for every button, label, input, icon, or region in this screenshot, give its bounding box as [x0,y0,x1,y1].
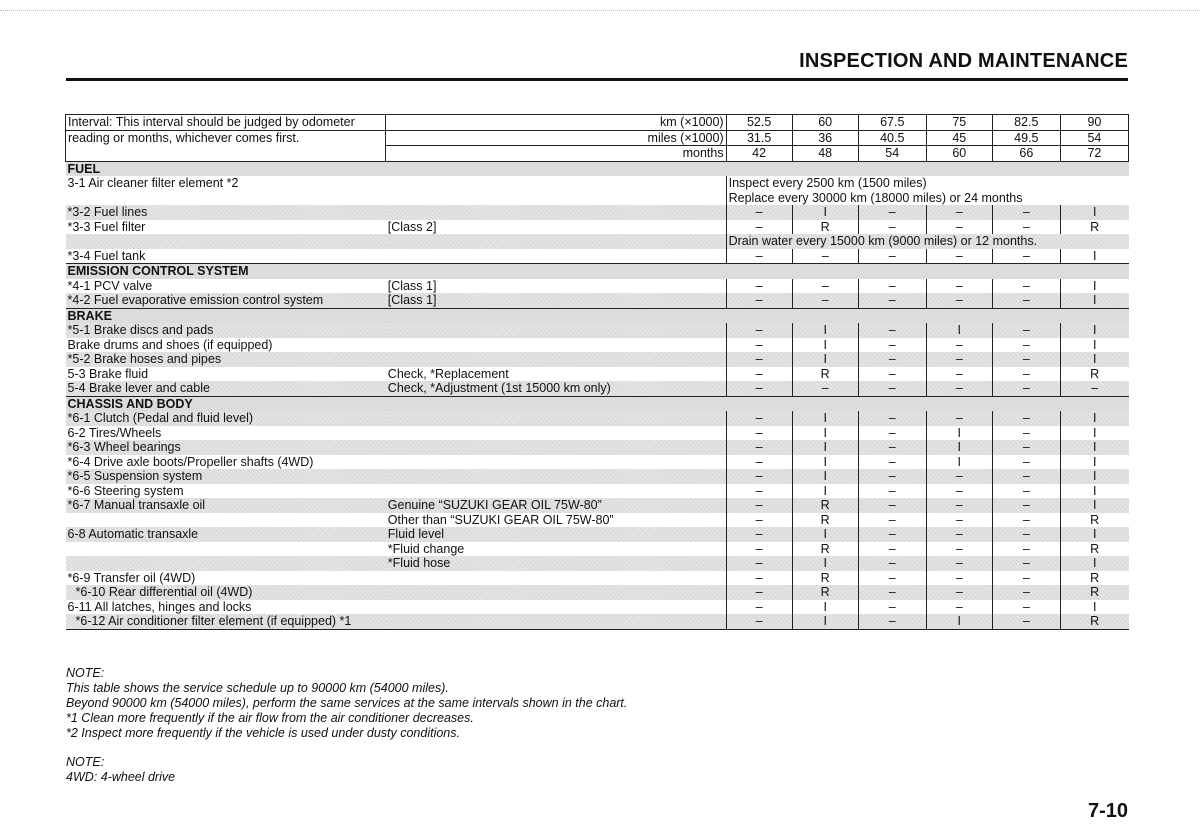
value-cell: I [792,527,858,542]
table-row [66,191,1129,206]
value-cell: I [1060,556,1128,571]
value-cell: – [726,381,792,396]
months-cell: 42 [726,146,792,162]
value-cell: – [858,600,926,615]
value-cell: – [992,600,1060,615]
value-cell: – [926,513,992,528]
value-cell: – [992,381,1060,396]
table-row [66,381,1129,396]
km-cell: 52.5 [726,115,792,131]
value-cell: – [858,585,926,600]
section-row [66,264,1129,279]
miles-cell: 45 [926,130,992,146]
value-cell: R [1060,367,1128,382]
value-cell: R [792,513,858,528]
value-cell: – [726,440,792,455]
value-cell: – [858,249,926,264]
item-label: *5-1 Brake discs and pads [66,323,386,338]
value-cell: – [992,484,1060,499]
value-cell: – [726,469,792,484]
value-cell: I [792,614,858,629]
table-row [66,249,1129,264]
notes-block [66,666,627,785]
condition: Check, *Adjustment (1st 15000 km only) [386,381,726,396]
value-cell: – [926,469,992,484]
value-cell: – [992,440,1060,455]
value-cell: I [1060,205,1128,220]
value-cell: I [792,323,858,338]
condition [386,440,726,455]
value-cell: I [1060,323,1128,338]
item-label: *6-1 Clutch (Pedal and fluid level) [66,411,386,426]
item-note: Inspect every 2500 km (1500 miles) [726,176,1128,191]
value-cell: – [992,571,1060,586]
section-chassis: CHASSIS AND BODY [66,396,1129,411]
value-cell: I [1060,426,1128,441]
value-cell: – [992,352,1060,367]
table-row [66,614,1129,629]
header-row-months [66,146,1129,162]
condition [386,205,726,220]
item-label [66,542,386,557]
item-label: *6-9 Transfer oil (4WD) [67,570,196,585]
condition [386,323,726,338]
item-label: *6-7 Manual transaxle oil [66,498,386,513]
value-cell: – [992,279,1060,294]
table-row [66,352,1129,367]
months-label: months [386,146,726,162]
condition [386,455,726,470]
section-row [66,161,1129,176]
value-cell: – [726,205,792,220]
value-cell: R [1060,220,1128,235]
value-cell: I [792,469,858,484]
value-cell: – [726,338,792,353]
miles-cell: 31.5 [726,130,792,146]
condition: *Fluid change [387,541,465,556]
value-cell: – [792,381,858,396]
value-cell: – [858,469,926,484]
value-cell: – [726,498,792,513]
value-cell: R [1060,585,1128,600]
value-cell: I [1060,411,1128,426]
value-cell: I [792,352,858,367]
value-cell: I [1060,600,1128,615]
item-label: *6-6 Steering system [67,483,184,498]
table-row [66,440,1129,455]
value-cell: – [726,614,792,629]
value-cell: R [1060,614,1128,629]
value-cell: – [726,293,792,308]
value-cell: – [992,513,1060,528]
miles-cell: 49.5 [992,130,1060,146]
value-cell: I [1060,469,1128,484]
table-row [66,367,1129,382]
value-cell: – [726,600,792,615]
item-label: *4-2 Fuel evaporative emission control system [66,293,386,308]
table-row [66,455,1129,470]
condition [386,249,726,264]
condition [386,469,726,484]
table-row [66,600,1129,615]
item-note: Replace every 30000 km (18000 miles) or 24 months [726,191,1128,206]
table-row [66,498,1129,513]
value-cell: I [926,440,992,455]
value-cell: – [792,293,858,308]
value-cell: – [926,381,992,396]
value-cell: – [858,411,926,426]
value-cell: R [792,585,858,600]
value-cell: – [926,571,992,586]
value-cell: R [792,498,858,513]
value-cell: – [858,367,926,382]
item-label [66,556,386,571]
table-row [66,527,1129,542]
months-cell: 72 [1060,146,1128,162]
condition: Genuine “SUZUKI GEAR OIL 75W-80” [386,498,726,513]
miles-cell: 40.5 [858,130,926,146]
value-cell: – [926,585,992,600]
condition [386,571,726,586]
value-cell: – [926,338,992,353]
value-cell: – [726,455,792,470]
months-cell: 54 [858,146,926,162]
interval-text: reading or months, whichever comes first. [66,130,386,146]
value-cell: – [992,585,1060,600]
item-label: 3-1 Air cleaner filter element *2 [67,176,239,190]
miles-label: miles (×1000) [386,130,726,146]
condition: Fluid level [386,527,726,542]
value-cell: R [1060,571,1128,586]
value-cell: – [858,527,926,542]
table-row [66,338,1129,353]
table-row [66,205,1129,220]
miles-cell: 36 [792,130,858,146]
table-row [66,426,1129,441]
value-cell: – [858,542,926,557]
value-cell: – [992,556,1060,571]
interval-text: Interval: This interval should be judged by odometer [66,115,386,131]
value-cell: – [992,205,1060,220]
item-label: *4-1 PCV valve [67,278,153,293]
value-cell: – [926,352,992,367]
value-cell: – [792,249,858,264]
item-label: 5-4 Brake lever and cable [66,381,386,396]
value-cell: – [858,455,926,470]
condition: [Class 1] [387,278,437,293]
page-title: INSPECTION AND MAINTENANCE [799,50,1128,72]
value-cell: I [1060,293,1128,308]
table-row [66,411,1129,426]
value-cell: – [992,338,1060,353]
item-label: *6-12 Air conditioner filter element (if equipped) *1 [66,614,386,629]
km-label: km (×1000) [386,115,726,131]
value-cell: R [1060,542,1128,557]
value-cell: – [992,411,1060,426]
value-cell: I [1060,279,1128,294]
value-cell: – [726,279,792,294]
value-cell: – [858,323,926,338]
value-cell: – [858,440,926,455]
value-cell: – [858,205,926,220]
condition [386,338,726,353]
item-label: *6-5 Suspension system [66,469,386,484]
table-row [66,220,1129,235]
value-cell: – [926,249,992,264]
value-cell: I [926,614,992,629]
value-cell: – [992,527,1060,542]
value-cell: – [992,614,1060,629]
condition: [Class 1] [386,293,726,308]
value-cell: – [792,279,858,294]
item-label: 6-11 All latches, hinges and locks [67,599,252,614]
condition [386,411,726,426]
value-cell: I [792,556,858,571]
condition: [Class 2] [387,219,437,234]
value-cell: – [726,249,792,264]
value-cell: – [992,323,1060,338]
value-cell: – [992,498,1060,513]
value-cell: I [1060,249,1128,264]
table-row [66,234,1129,249]
title-rule [66,78,1128,81]
value-cell: – [1060,381,1128,396]
table-row [66,469,1129,484]
note-line: This table shows the service schedule up to 90000 km (54000 miles). [66,681,449,695]
value-cell: – [726,527,792,542]
value-cell: – [926,498,992,513]
note-title: NOTE: [66,666,105,680]
value-cell: – [858,338,926,353]
value-cell: I [926,426,992,441]
value-cell: – [992,367,1060,382]
page-number: 7-10 [1087,800,1128,822]
value-cell: – [726,585,792,600]
table-row [66,585,1129,600]
section-emission: EMISSION CONTROL SYSTEM [66,264,1129,279]
condition [386,484,726,499]
km-cell: 67.5 [858,115,926,131]
value-cell: I [1060,484,1128,499]
value-cell: – [858,571,926,586]
value-cell: – [726,367,792,382]
value-cell: R [792,367,858,382]
miles-cell: 54 [1060,130,1128,146]
value-cell: – [726,220,792,235]
km-cell: 60 [792,115,858,131]
section-row [66,396,1129,411]
value-cell: I [1060,455,1128,470]
value-cell: – [858,614,926,629]
value-cell: – [726,556,792,571]
value-cell: – [926,484,992,499]
value-cell: – [926,556,992,571]
value-cell: – [726,352,792,367]
value-cell: R [792,542,858,557]
item-label: *5-2 Brake hoses and pipes [66,352,386,367]
table-row [66,542,1129,557]
value-cell: – [858,556,926,571]
value-cell: – [858,426,926,441]
value-cell: I [1060,338,1128,353]
value-cell: I [926,455,992,470]
value-cell: – [726,542,792,557]
item-label: 6-2 Tires/Wheels [67,425,162,440]
table-row [66,513,1129,528]
value-cell: I [792,411,858,426]
value-cell: – [726,484,792,499]
item-label: *6-10 Rear differential oil (4WD) [66,585,386,600]
note-title: NOTE: [66,755,105,769]
value-cell: – [726,323,792,338]
condition: Check, *Replacement [387,366,509,381]
value-cell: – [858,352,926,367]
value-cell: – [926,367,992,382]
value-cell: – [858,484,926,499]
km-cell: 75 [926,115,992,131]
table-row [66,176,1129,191]
value-cell: I [792,440,858,455]
value-cell: I [1060,352,1128,367]
value-cell: – [926,542,992,557]
value-cell: I [792,338,858,353]
scan-artifact-dots [0,10,1200,13]
value-cell: – [926,600,992,615]
section-row [66,308,1129,323]
months-cell: 48 [792,146,858,162]
value-cell: – [926,220,992,235]
value-cell: – [858,513,926,528]
section-fuel: FUEL [66,161,1129,176]
value-cell: – [926,293,992,308]
months-cell: 60 [926,146,992,162]
value-cell: R [1060,513,1128,528]
item-note: Drain water every 15000 km (9000 miles) or 12 months. [726,234,1128,249]
maintenance-schedule-table [65,114,1129,630]
value-cell: I [1060,440,1128,455]
value-cell: – [726,513,792,528]
condition [386,585,726,600]
note-line: 4WD: 4-wheel drive [66,770,176,784]
item-label: 5-3 Brake fluid [67,366,149,381]
item-label: *3-4 Fuel tank [67,248,146,263]
note-line: Beyond 90000 km (54000 miles), perform the same services at the same intervals shown in the chart. [66,696,628,710]
value-cell: – [858,279,926,294]
value-cell: – [992,249,1060,264]
value-cell: – [992,426,1060,441]
value-cell: I [926,323,992,338]
value-cell: R [792,220,858,235]
months-cell: 66 [992,146,1060,162]
header-row-miles [66,130,1129,146]
condition [386,426,726,441]
item-label: Brake drums and shoes (if equipped) [67,337,273,352]
value-cell: I [1060,498,1128,513]
table-row [66,323,1129,338]
value-cell: – [726,571,792,586]
value-cell: I [1060,527,1128,542]
table-row [66,279,1129,294]
value-cell: I [792,426,858,441]
value-cell: – [992,455,1060,470]
header-row-km [66,115,1129,131]
value-cell: I [792,484,858,499]
value-cell: R [792,571,858,586]
note-line: *2 Inspect more frequently if the vehicle is used under dusty conditions. [66,726,460,740]
value-cell: – [992,293,1060,308]
condition: Other than “SUZUKI GEAR OIL 75W-80” [387,512,614,527]
table-row [66,556,1129,571]
value-cell: I [792,600,858,615]
value-cell: – [726,426,792,441]
value-cell: I [792,455,858,470]
value-cell: – [858,293,926,308]
value-cell: – [858,498,926,513]
section-brake: BRAKE [66,308,1129,323]
item-label: *6-4 Drive axle boots/Propeller shafts (4WD) [67,454,314,469]
condition [386,614,726,629]
value-cell: – [992,542,1060,557]
note-line: *1 Clean more frequently if the air flow from the air conditioner decreases. [66,711,474,725]
item-label: *3-3 Fuel filter [67,219,146,234]
item-label: *6-3 Wheel bearings [66,440,386,455]
item-label: 6-8 Automatic transaxle [66,527,386,542]
value-cell: – [858,381,926,396]
table-row [66,571,1129,586]
table-row [66,293,1129,308]
km-cell: 82.5 [992,115,1060,131]
value-cell: I [792,205,858,220]
value-cell: – [858,220,926,235]
value-cell: – [992,469,1060,484]
condition [386,352,726,367]
table-row [66,484,1129,499]
condition: *Fluid hose [386,556,726,571]
item-label: *3-2 Fuel lines [66,205,386,220]
value-cell: – [726,411,792,426]
km-cell: 90 [1060,115,1128,131]
value-cell: – [926,205,992,220]
value-cell: – [926,279,992,294]
value-cell: – [926,411,992,426]
condition [386,600,726,615]
value-cell: – [926,527,992,542]
value-cell: – [992,220,1060,235]
item-label [66,513,386,528]
